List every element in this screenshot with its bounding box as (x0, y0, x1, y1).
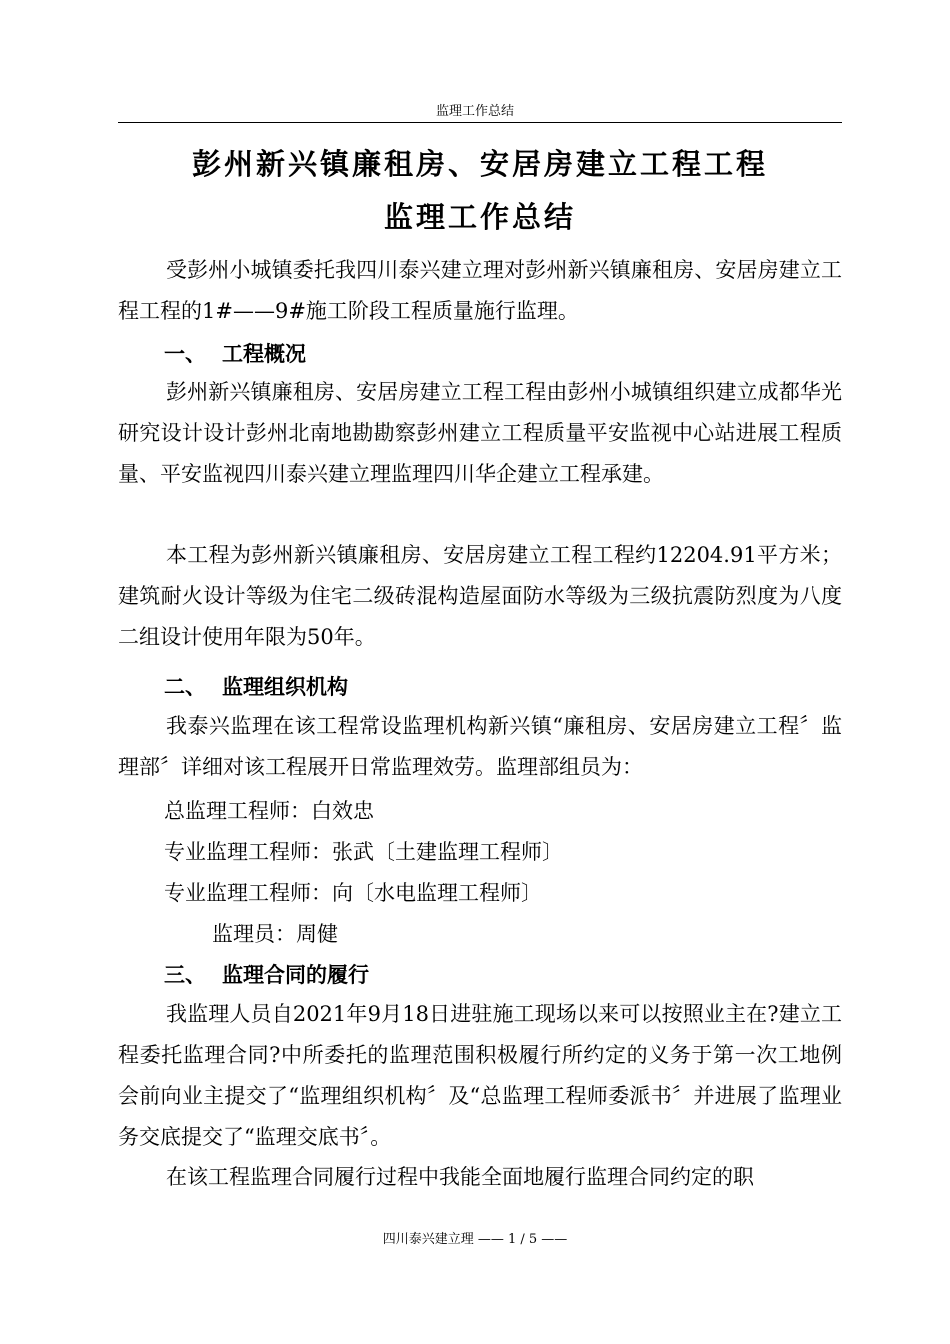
contract-paragraph-1: 我监理人员自2021年9月18日进驻施工现场以来可以按照业主在?建立工程委托监理合同?中所委托的监理范围积极履行所约定的义务于第一次工地例会前向业主提交了“监理组织机构〞及“总监理工程师委派书〞并进展了监理业务交底提交了“监理交底书〞。 (118, 1002, 842, 1149)
section-title: 工程概况 (222, 342, 306, 366)
section-number: 一、 (164, 342, 206, 366)
organization-paragraph: 我泰兴监理在该工程常设监理机构新兴镇“廉租房、安居房建立工程〞监理部〞详细对该工程展开日常监理效劳。监理部组员为： (118, 714, 842, 779)
intro-paragraph: 受彭州小城镇委托我四川泰兴建立理对彭州新兴镇廉租房、安居房建立工程工程的1#——9#施工阶段工程质量施行监理。 (118, 258, 842, 323)
overview-paragraph-1: 彭州新兴镇廉租房、安居房建立工程工程由彭州小城镇组织建立成都华光研究设计设计彭州北南地勘勘察彭州建立工程质量平安监视中心站进展工程质量、平安监视四川泰兴建立理监理四川华企建立工程承建。 (118, 380, 842, 486)
staff-mep-engineer: 专业监理工程师：向〔水电监理工程师〕 (164, 881, 542, 905)
staff-civil-engineer: 专业监理工程师：张武〔土建监理工程师〕 (164, 840, 563, 864)
section-heading-overview (164, 339, 306, 369)
contract-paragraph-2: 在该工程监理合同履行过程中我能全面地履行监理合同约定的职 (166, 1165, 754, 1189)
section-number: 二、 (164, 675, 206, 699)
page-header: 监理工作总结 (435, 104, 514, 119)
staff-supervisor: 监理员：周健 (212, 922, 338, 946)
overview-paragraph-2: 本工程为彭州新兴镇廉租房、安居房建立工程工程约12204.91平方米；建筑耐火设计等级为住宅二级砖混构造屋面防水等级为三级抗震防烈度为八度二组设计使用年限为50年。 (118, 543, 842, 649)
section-number: 三、 (164, 963, 206, 987)
header-rule (118, 122, 842, 123)
section-heading-organization (164, 672, 348, 702)
page-footer: 四川泰兴建立理 —— 1 / 5 —— (382, 1232, 568, 1247)
document-title-line1: 彭州新兴镇廉租房、安居房建立工程工程 (191, 147, 768, 181)
section-heading-contract (164, 960, 369, 990)
section-title: 监理组织机构 (222, 675, 348, 699)
staff-chief-engineer: 总监理工程师：白效忠 (164, 799, 374, 823)
document-title-line2: 监理工作总结 (383, 200, 576, 234)
section-title: 监理合同的履行 (222, 963, 369, 987)
